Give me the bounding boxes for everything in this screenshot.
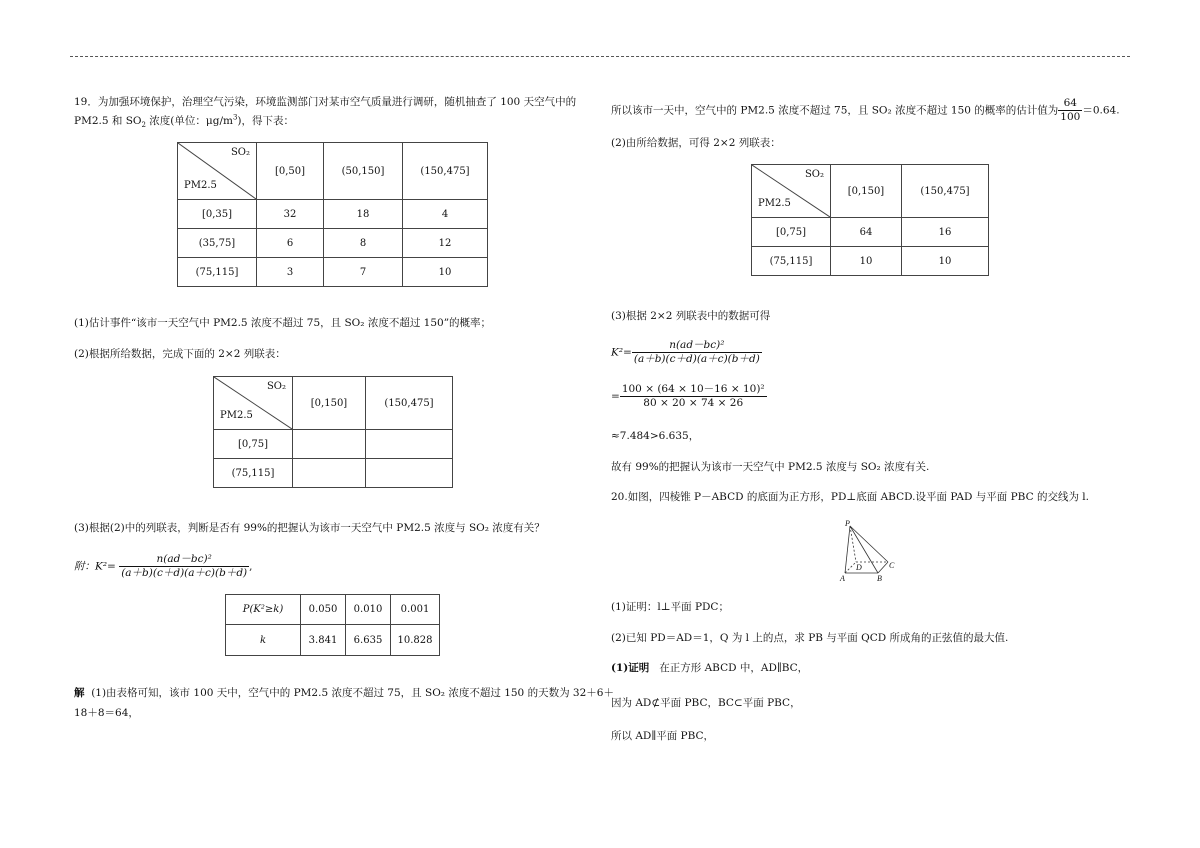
table2-corner-pm25: PM2.5 [220,410,253,421]
table1-corner [178,143,257,200]
answer1-text: 所以该市一天中，空气中的 PM2.5 浓度不超过 75，且 SO₂ 浓度不超过 150 的概率的估计值为 [611,104,1059,117]
table3-cell: 0.050 [301,595,346,625]
table3-row1-label: P(K²≥k) [226,595,301,625]
appendix-label: 附：K²= [74,560,116,573]
appendix-denominator: (a＋b)(c＋d)(a＋c)(b＋d) [121,567,248,579]
q20-part1: (1)证明：l⊥平面 PDC； [611,601,729,613]
table1-col-header: [0,50] [257,143,324,200]
table2-row-label: (75,115] [214,459,293,488]
table4-cell: 10 [902,247,989,276]
k2-fraction [632,339,762,366]
table2-blank-cell [293,430,366,459]
k2-numerator: n(ad－bc)² [632,339,762,353]
q19-intro-line2: PM2.5 和 $SO_2$ 浓度(单位：$\mu g/m^3$)，得下表： [74,113,295,130]
table2-row-label: [0,75] [214,430,293,459]
appendix-fraction [119,553,249,580]
calc-fraction [620,383,767,410]
q20-intro: 20.如图，四棱锥 P－ABCD 的底面为正方形，PD⊥底面 ABCD.设平面 PAD 与平面 PBC 的交线为 l. [611,491,1089,503]
answer1-denominator: 100 [1060,111,1081,123]
table1-corner-so2: SO₂ [230,147,250,158]
table2-col-header: (150,475] [366,377,453,430]
table1-cell: 7 [324,258,403,287]
table2-corner [214,377,293,430]
pm-so2-frequency-table [177,142,488,287]
table1-col-header: (150,475] [403,143,488,200]
calc-numerator: 100 × (64 × 10－16 × 10)² [621,383,765,395]
table2-col-header: [0,150] [293,377,366,430]
table4-col-header: (150,475] [902,165,989,218]
answer1-numerator: 64 [1058,97,1082,111]
table4-corner-pm25: PM2.5 [758,198,791,209]
calc-denominator: 80 × 20 × 74 × 26 [643,397,744,409]
k2-calculation [611,383,767,410]
q19-part3: (3)根据(2)中的列联表，判断是否有 99%的把握认为该市一天空气中 PM2.5 浓度与 SO₂ 浓度有关？ [74,522,545,534]
q19-part1: (1)估计事件“该市一天空气中 PM2.5 浓度不超过 75，且 SO₂ 浓度不超过 150”的概率； [74,317,492,329]
table4-corner [752,165,831,218]
solution-text1: (1)由表格可知，该市 100 天中，空气中的 PM2.5 浓度不超过 75，且 SO₂ 浓度不超过 150 的天数为 32＋6＋ [91,687,614,699]
answer1-tail: ＝0.64. [1082,104,1120,117]
answer1-line [611,97,1120,124]
table3-cell: 0.010 [346,595,391,625]
proof-line1 [611,661,808,675]
q20-part2: (2)已知 PD＝AD＝1，Q 为 l 上的点，求 PB 与平面 QCD 所成角的正弦值的最大值. [611,632,1009,644]
table4-cell: 64 [831,218,902,247]
fig-label-a: A [840,574,845,583]
table3-cell: 10.828 [391,625,440,656]
conclusion: 故有 99%的把握认为该市一天空气中 PM2.5 浓度与 SO₂ 浓度有关. [611,461,930,473]
answer3-intro: (3)根据 2×2 列联表中的数据可得 [611,310,771,322]
pyramid-figure [836,518,900,584]
k2-denominator: (a＋b)(c＋d)(a＋c)(b＋d) [633,353,760,365]
appendix-tail: , [249,560,253,573]
table1-cell: 18 [324,200,403,229]
proof-label: (1)证明 [611,662,650,674]
appendix-formula [74,553,253,580]
solution-line1 [74,686,614,700]
table3-cell: 0.001 [391,595,440,625]
table1-cell: 32 [257,200,324,229]
table1-row-label: (75,115] [178,258,257,287]
table1-cell: 10 [403,258,488,287]
table4-corner-so2: SO₂ [804,169,824,180]
fig-label-d: D [856,563,862,572]
solution-line2: 18＋8＝64， [74,707,139,719]
table2-blank-cell [366,459,453,488]
fig-label-c: C [889,561,895,570]
fig-label-p: P [845,519,850,528]
table2-blank-cell [293,459,366,488]
q19-intro-line1: 19．为加强环境保护，治理空气污染，环境监测部门对某市空气质量进行调研，随机抽查了 100 天空气中的 [74,96,577,108]
k2-label: K²= [611,346,632,359]
table4-row-label: (75,115] [752,247,831,276]
table4-row-label: [0,75] [752,218,831,247]
filled-contingency-table [751,164,989,276]
table1-cell: 4 [403,200,488,229]
table1-cell: 8 [324,229,403,258]
proof-text1: 在正方形 ABCD 中，AD∥BC， [659,662,809,674]
table3-cell: 3.841 [301,625,346,656]
table1-corner-pm25: PM2.5 [184,180,217,191]
table1-cell: 6 [257,229,324,258]
table3-row2-label: k [226,625,301,656]
table1-cell: 12 [403,229,488,258]
table1-row-label: (35,75] [178,229,257,258]
table2-blank-cell [366,430,453,459]
calc-prefix: = [611,390,620,403]
approx-value: ≈7.484>6.635， [611,430,700,442]
answer2-intro: (2)由所给数据，可得 2×2 列联表： [611,137,781,149]
q19-intro-2c: )，得下表： [237,115,295,127]
q19-part2: (2)根据所给数据，完成下面的 2×2 列联表： [74,348,286,360]
table1-row-label: [0,35] [178,200,257,229]
proof-line3: 所以 AD∥平面 PBC， [611,730,715,742]
k2-formula [611,339,762,366]
answer1-fraction [1058,97,1082,124]
blank-contingency-table [213,376,453,488]
header-dashed-rule [70,56,1130,57]
solution-label: 解 [74,687,85,699]
table4-col-header: [0,150] [831,165,902,218]
proof-line2: 因为 AD⊄平面 PBC，BC⊂平面 PBC， [611,697,801,709]
table4-cell: 10 [831,247,902,276]
q19-intro-2b: 浓度(单位：μg/m [145,115,233,127]
critical-value-table [225,594,440,656]
appendix-numerator: n(ad－bc)² [119,553,249,567]
table1-cell: 3 [257,258,324,287]
table2-corner-so2: SO₂ [266,381,286,392]
fig-label-b: B [877,574,882,583]
q19-intro-2a: PM2.5 和 SO [74,115,142,127]
table3-cell: 6.635 [346,625,391,656]
table4-cell: 16 [902,218,989,247]
table1-col-header: (50,150] [324,143,403,200]
